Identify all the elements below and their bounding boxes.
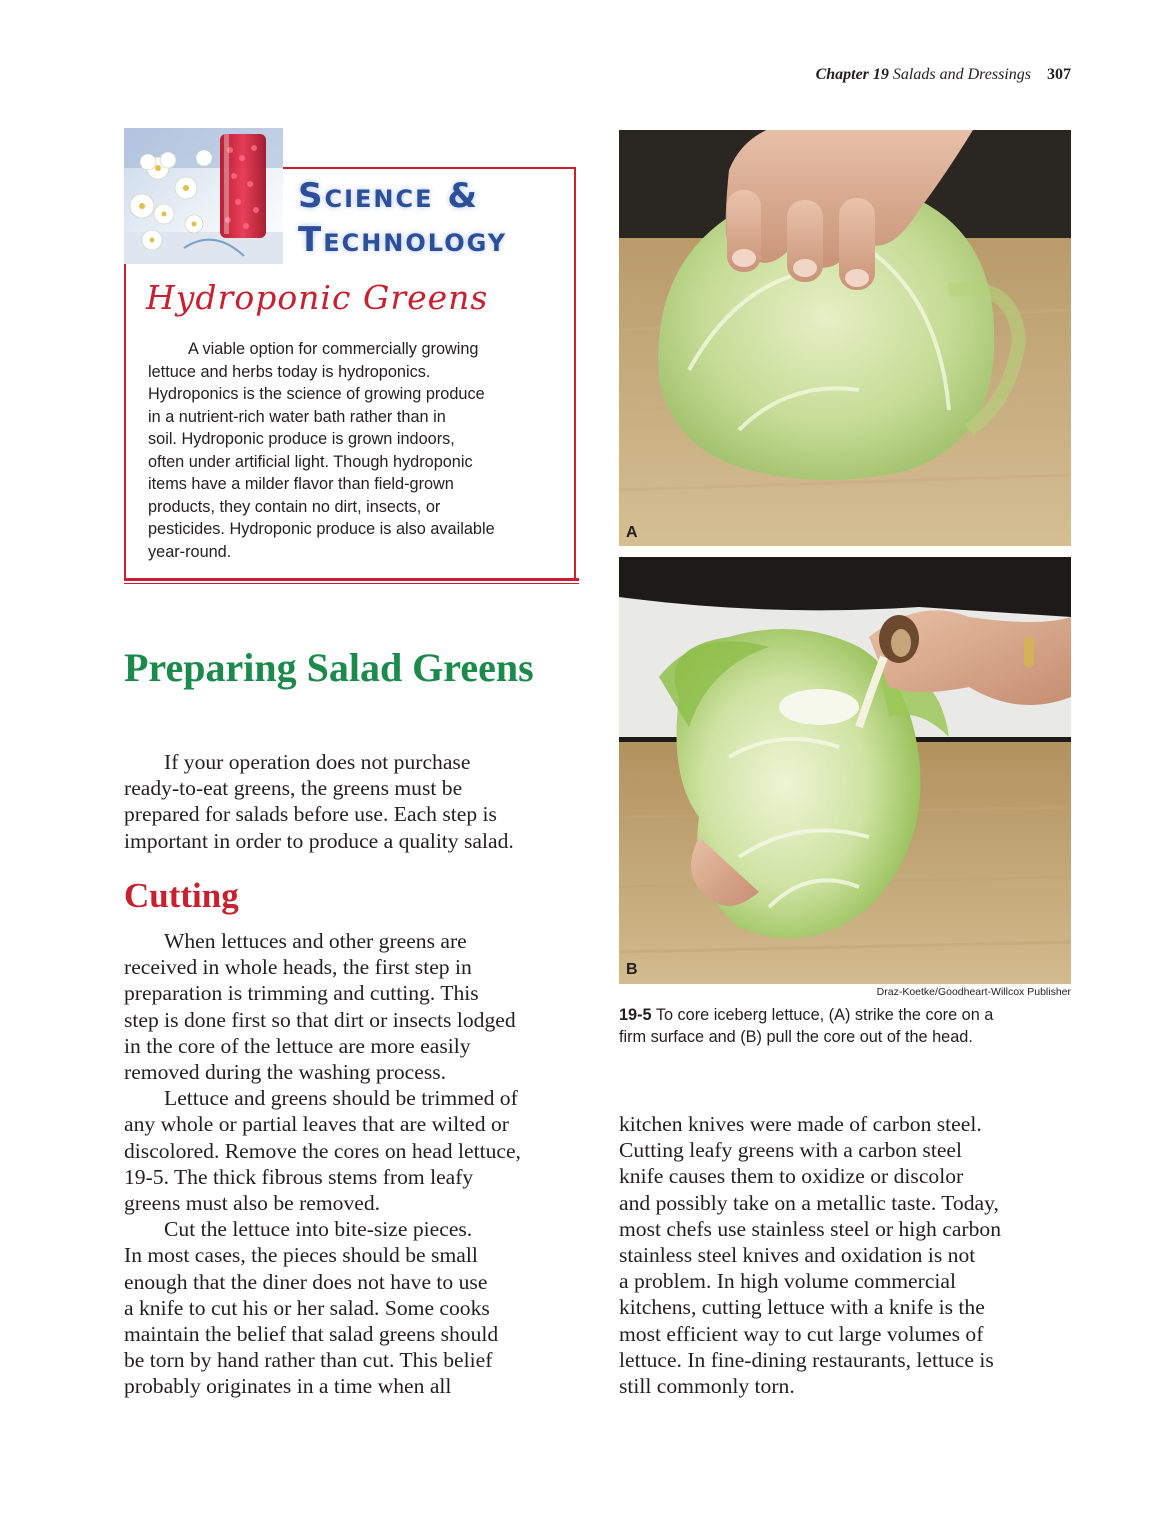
sidebar-bottom-rule bbox=[124, 578, 579, 581]
text-line: pesticides. Hydroponic produce is also available bbox=[148, 520, 495, 538]
text-line: important in order to produce a quality salad. bbox=[124, 828, 514, 853]
photo-label-a: A bbox=[626, 524, 638, 541]
text-line: Cut the lettuce into bite-size pieces. bbox=[164, 1217, 473, 1242]
caption-figure-number: 19-5 bbox=[619, 1006, 652, 1024]
sidebar-bottom-rule-thin bbox=[124, 583, 579, 584]
body-column-left bbox=[124, 928, 584, 1400]
text-line: discolored. Remove the cores on head lettuce, bbox=[124, 1138, 521, 1163]
text-line: Hydroponics is the science of growing produce bbox=[148, 385, 485, 403]
text-line: most efficient way to cut large volumes of bbox=[619, 1321, 984, 1346]
text-line: ready-to-eat greens, the greens must be bbox=[124, 776, 463, 801]
text-line: any whole or partial leaves that are wilted or bbox=[124, 1112, 509, 1137]
figure-caption bbox=[619, 1004, 1071, 1048]
sidebar-banner-line2: Technology bbox=[298, 220, 508, 260]
photo-b-lettuce-pull-core bbox=[619, 557, 1071, 984]
text-line: lettuce. In fine-dining restaurants, lettuce is bbox=[619, 1347, 994, 1372]
text-line: a problem. In high volume commercial bbox=[619, 1269, 957, 1294]
text-line: received in whole heads, the first step in bbox=[124, 955, 472, 980]
text-line: preparation is trimming and cutting. This bbox=[124, 981, 479, 1006]
text-line: In most cases, the pieces should be small bbox=[124, 1243, 478, 1268]
text-line: 19-5. The thick fibrous stems from leafy bbox=[124, 1164, 474, 1189]
sidebar-title: Hydroponic Greens bbox=[146, 278, 489, 317]
text-line: and possibly take on a metallic taste. Today, bbox=[619, 1190, 999, 1215]
caption-line2: firm surface and (B) pull the core out of the head. bbox=[619, 1028, 973, 1046]
text-line: A viable option for commercially growing bbox=[188, 340, 479, 358]
text-line: kitchens, cutting lettuce with a knife is the bbox=[619, 1295, 985, 1320]
chapter-section: Salads and Dressings bbox=[892, 66, 1031, 83]
text-line: still commonly torn. bbox=[619, 1374, 795, 1399]
sidebar-photo-berries-flowers bbox=[124, 128, 283, 264]
text-line: a knife to cut his or her salad. Some cooks bbox=[124, 1295, 490, 1320]
text-line: knife causes them to oxidize or discolor bbox=[619, 1164, 964, 1189]
sidebar-body bbox=[148, 338, 558, 563]
text-line: most chefs use stainless steel or high carbon bbox=[619, 1216, 1002, 1241]
text-line: Cutting leafy greens with a carbon steel bbox=[619, 1138, 962, 1163]
section-heading: Preparing Salad Greens bbox=[124, 645, 534, 690]
chapter-label: Chapter 19 bbox=[815, 66, 889, 83]
text-line: prepared for salads before use. Each step is bbox=[124, 802, 497, 827]
photo-credit: Draz-Koetke/Goodheart-Willcox Publisher bbox=[876, 986, 1071, 998]
text-line: step is done first so that dirt or insects lodged bbox=[124, 1007, 516, 1032]
sidebar-banner-line1: Science & bbox=[298, 176, 480, 216]
text-line: removed during the washing process. bbox=[124, 1060, 447, 1085]
text-line: If your operation does not purchase bbox=[164, 750, 471, 774]
running-header bbox=[600, 66, 1071, 84]
text-line: year-round. bbox=[148, 542, 232, 561]
text-line: stainless steel knives and oxidation is not bbox=[619, 1243, 976, 1268]
text-line: products, they contain no dirt, insects, or bbox=[148, 497, 441, 516]
text-line: in a nutrient-rich water bath rather than in bbox=[148, 407, 446, 426]
text-line: items have a milder flavor than field-grown bbox=[148, 475, 454, 493]
photo-label-b: B bbox=[626, 961, 638, 978]
text-line: often under artificial light. Though hydroponic bbox=[148, 452, 473, 471]
text-line: kitchen knives were made of carbon steel. bbox=[619, 1112, 982, 1136]
caption-line1: To core iceberg lettuce, (A) strike the core on a bbox=[651, 1006, 994, 1024]
text-line: lettuce and herbs today is hydroponics. bbox=[148, 362, 431, 381]
subsection-heading-cutting: Cutting bbox=[124, 876, 239, 915]
text-line: greens must also be removed. bbox=[124, 1191, 381, 1216]
text-line: When lettuces and other greens are bbox=[164, 929, 467, 953]
text-line: soil. Hydroponic produce is grown indoors, bbox=[148, 430, 455, 448]
photo-a-lettuce-strike-core bbox=[619, 130, 1071, 546]
body-column-right bbox=[619, 1111, 1071, 1399]
page-number: 307 bbox=[1047, 66, 1071, 83]
text-line: probably originates in a time when all bbox=[124, 1374, 452, 1399]
text-line: enough that the diner does not have to use bbox=[124, 1269, 488, 1294]
text-line: maintain the belief that salad greens should bbox=[124, 1322, 499, 1347]
text-line: Lettuce and greens should be trimmed of bbox=[164, 1086, 518, 1111]
text-line: in the core of the lettuce are more easily bbox=[124, 1033, 471, 1058]
intro-paragraph bbox=[124, 749, 584, 854]
text-line: be torn by hand rather than cut. This belief bbox=[124, 1348, 493, 1373]
